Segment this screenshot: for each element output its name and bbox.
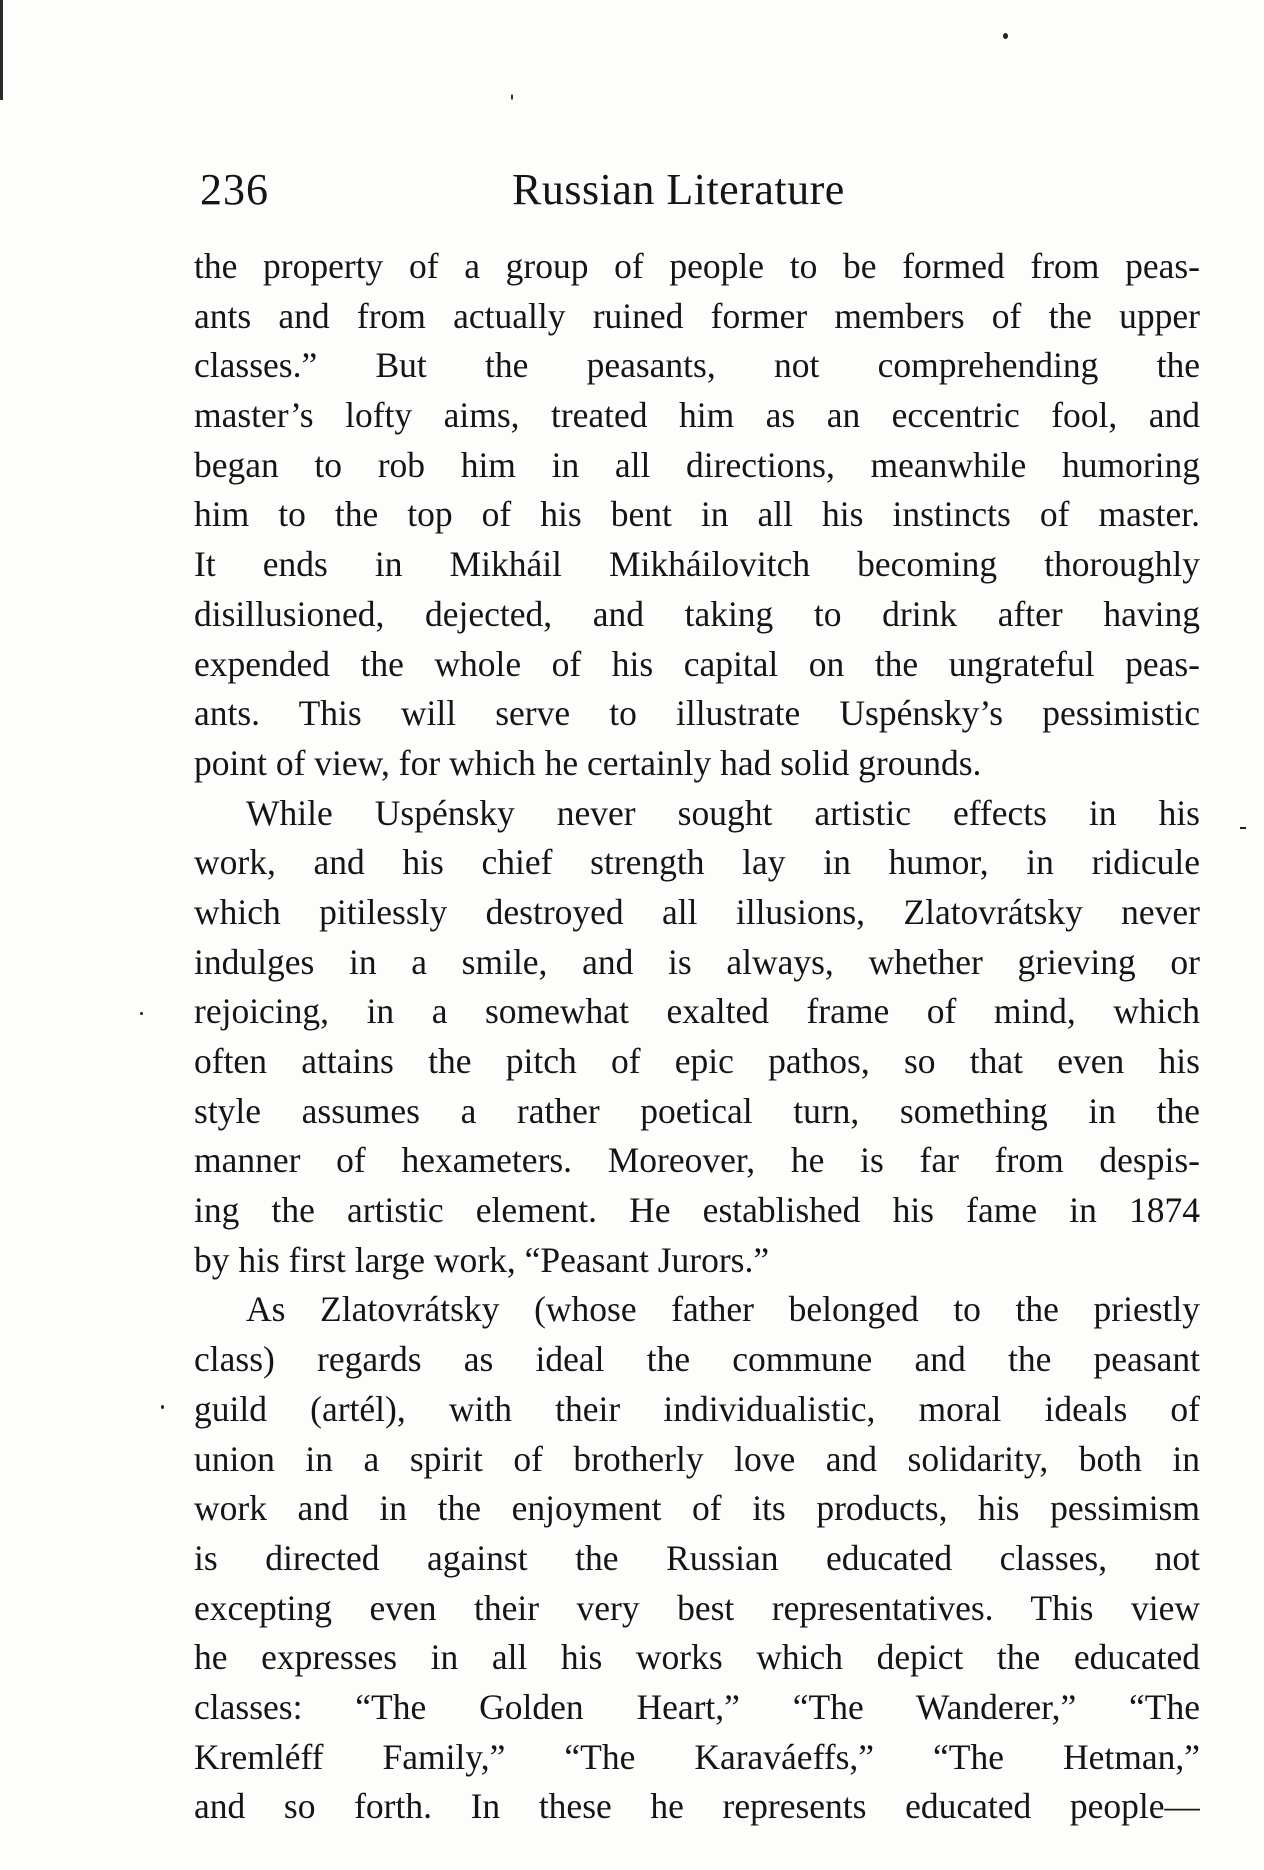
text-line: manner of hexameters. Moreover, he is far from despis- — [194, 1140, 1200, 1181]
text-line: While Uspénsky never sought artistic effects in his — [246, 792, 1200, 833]
text-line: As Zlatovrátsky (whose father belonged to the priestly — [246, 1289, 1200, 1330]
text-line: disillusioned, dejected, and taking to drink after having — [194, 593, 1200, 634]
text-line: It ends in Mikháil Mikháilovitch becoming thoroughly — [194, 544, 1200, 585]
text-line: style assumes a rather poetical turn, something in the — [194, 1090, 1200, 1131]
text-line: rejoicing, in a somewhat exalted frame of mind, which — [194, 991, 1200, 1032]
text-line: Kremléff Family,” “The Karaváeffs,” “The Hetman,” — [194, 1736, 1200, 1777]
text-line: classes: “The Golden Heart,” “The Wanderer,” “The — [194, 1686, 1200, 1727]
text-line: classes.” But the peasants, not comprehending the — [194, 345, 1200, 386]
scan-speck — [1240, 827, 1246, 829]
page-number: 236 — [200, 165, 269, 214]
running-title: Russian Literature — [512, 165, 845, 214]
text-line: ants. This will serve to illustrate Uspénsky’s pessimistic — [194, 693, 1200, 734]
text-line: point of view, for which he certainly had solid grounds. — [194, 742, 982, 783]
text-line: and so forth. In these he represents educated people— — [194, 1786, 1200, 1827]
text-line: him to the top of his bent in all his instincts of master. — [194, 494, 1200, 535]
text-line: excepting even their very best representatives. This view — [194, 1587, 1200, 1628]
paragraph — [194, 1285, 1200, 1832]
text-line: ing the artistic element. He established his fame in 1874 — [194, 1190, 1200, 1231]
scan-edge-mark — [0, 0, 3, 100]
text-line: is directed against the Russian educated classes, not — [194, 1537, 1200, 1578]
page-header — [200, 160, 1200, 220]
paragraph — [194, 242, 1200, 789]
paragraph — [194, 789, 1200, 1286]
text-line: the property of a group of people to be formed from peas- — [194, 246, 1200, 286]
body-text — [194, 242, 1200, 1832]
text-line: work and in the enjoyment of its products, his pessimism — [194, 1488, 1200, 1529]
scan-speck — [1003, 33, 1008, 39]
text-line: ants and from actually ruined former members of the upper — [194, 295, 1200, 336]
text-line: began to rob him in all directions, meanwhile humoring — [194, 444, 1200, 485]
text-line: master’s lofty aims, treated him as an eccentric fool, and — [194, 395, 1200, 436]
text-line: union in a spirit of brotherly love and solidarity, both in — [194, 1438, 1200, 1479]
text-line: indulges in a smile, and is always, whether grieving or — [194, 941, 1200, 982]
text-line: often attains the pitch of epic pathos, so that even his — [194, 1041, 1200, 1081]
text-line: work, and his chief strength lay in humor, in ridicule — [194, 842, 1200, 883]
text-line: expended the whole of his capital on the ungrateful peas- — [194, 643, 1200, 684]
text-line: class) regards as ideal the commune and the peasant — [194, 1339, 1200, 1380]
scan-speck — [161, 1405, 164, 1409]
scan-speck — [511, 94, 513, 100]
text-line: by his first large work, “Peasant Jurors.” — [194, 1239, 770, 1280]
text-line: he expresses in all his works which depict the educated — [194, 1637, 1200, 1678]
scan-speck — [140, 1012, 143, 1015]
text-line: which pitilessly destroyed all illusions, Zlatovrátsky never — [194, 891, 1200, 932]
text-line: guild (artél), with their individualistic, moral ideals of — [194, 1388, 1200, 1429]
